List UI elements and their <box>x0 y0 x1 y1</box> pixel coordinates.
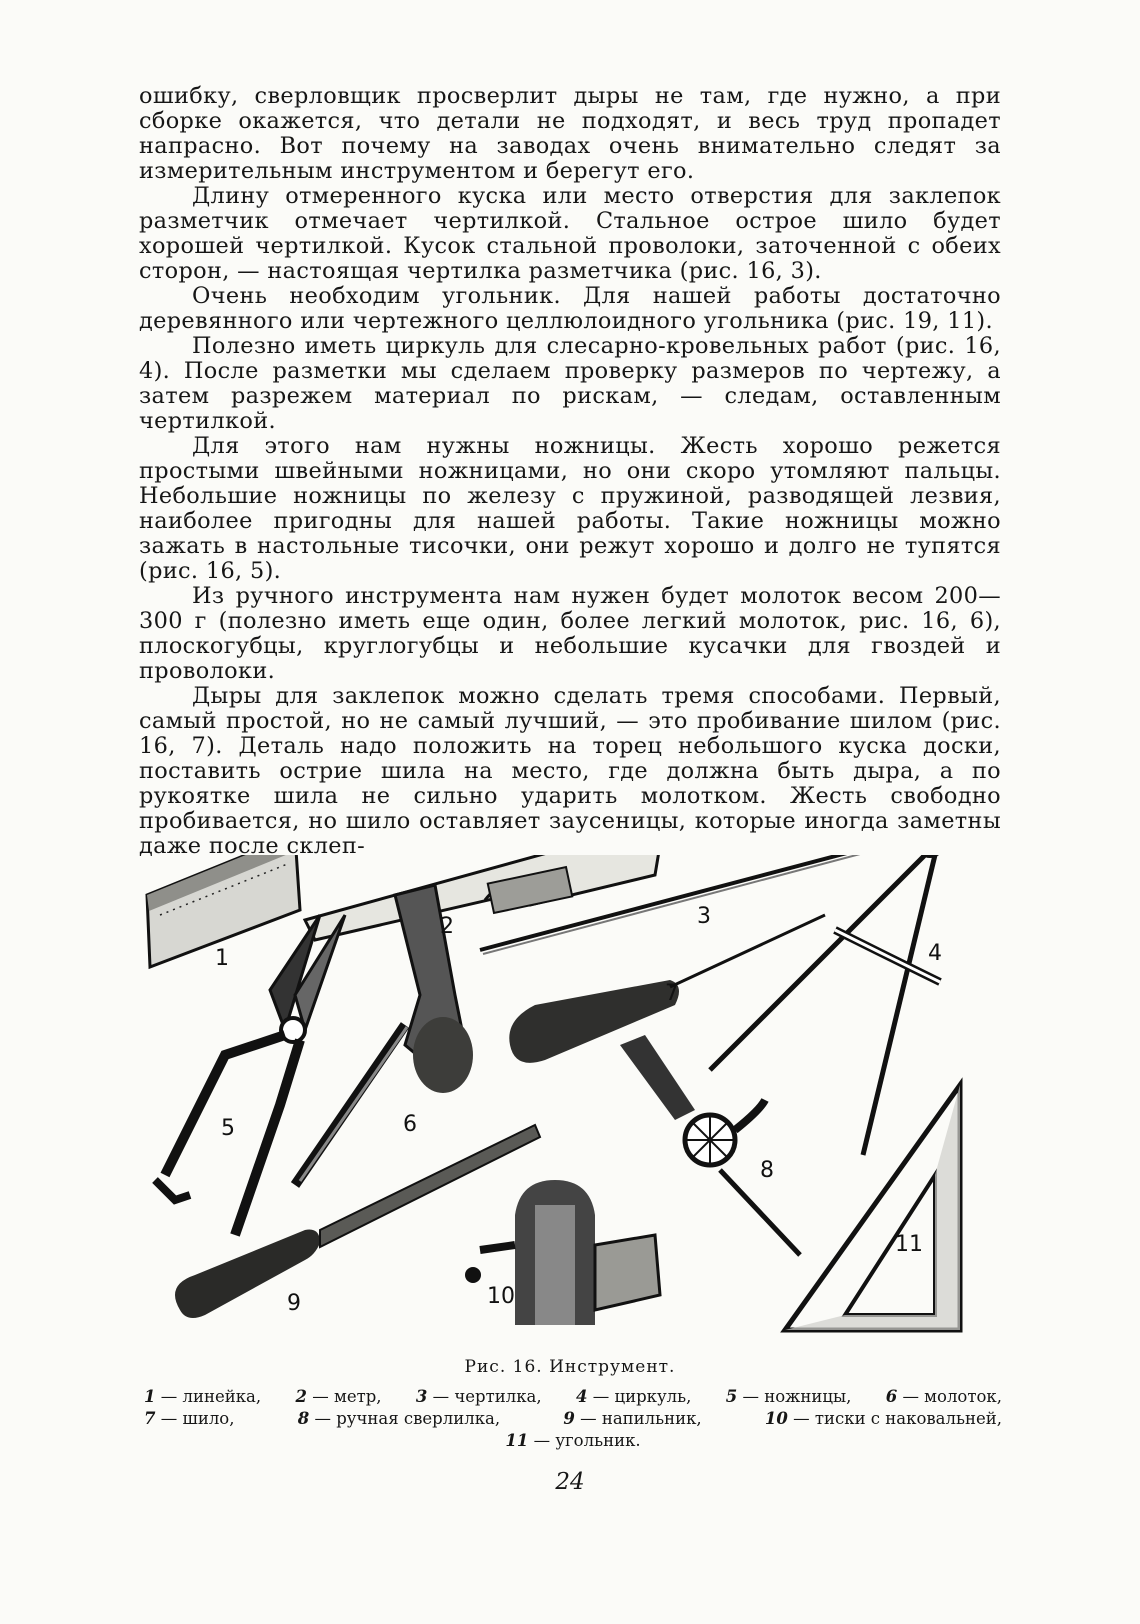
figure-label: 3 <box>697 904 711 929</box>
figure-caption <box>139 1357 1001 1377</box>
legend-item: 6 — молоток, <box>885 1387 1002 1406</box>
file-drawing <box>175 1125 540 1318</box>
figure-label: 8 <box>760 1158 774 1183</box>
legend-item: 7 — шило, <box>144 1409 235 1428</box>
legend-item: 9 — напильник, <box>563 1409 702 1428</box>
page-number: 24 <box>555 1469 585 1495</box>
figure-label: 4 <box>928 941 942 966</box>
legend-item: 8 — ручная сверлилка, <box>297 1409 501 1428</box>
tools-illustration <box>135 855 1015 1340</box>
legend-item: 2 — метр, <box>295 1387 382 1406</box>
legend-line <box>144 1386 1002 1408</box>
legend-item: 4 — циркуль, <box>575 1387 692 1406</box>
figure-label: 9 <box>287 1291 301 1316</box>
paragraph: Очень необходим угольник. Для нашей работы достаточно деревянного или чертежного целлюлоидного угольника (рис. 19, 11). <box>139 283 1001 334</box>
compass-drawing <box>710 855 943 1155</box>
figure-label: 6 <box>403 1112 417 1137</box>
folding-meter-drawing <box>305 855 660 940</box>
legend-item: 3 — чертилка, <box>415 1387 542 1406</box>
figure-legend <box>144 1386 1002 1452</box>
legend-item: 10 — тиски с наковальней, <box>764 1409 1002 1428</box>
paragraph: Длину отмеренного куска или место отверстия для заклепок разметчик отмечает чертилкой. Стальное острое шило будет хорошей чертилкой. Кусок стальной проволоки, заточенной с обеих сторон, — настоящая чертилка разметчика (рис. 16, 3). <box>139 183 1001 284</box>
paragraph: Полезно иметь циркуль для слесарно-кровельных работ (рис. 16, 4). После разметки мы сделаем проверку размеров по чертежу, а затем разрежем материал по рискам, — следам, оставленным чертилкой. <box>139 333 1001 434</box>
figure-label: 2 <box>440 914 454 939</box>
paragraph: Для этого нам нужны ножницы. Жесть хорошо режется простыми швейными ножницами, но они скоро утомляют пальцы. Небольшие ножницы по железу с пружиной, разводящей лезвия, наиболее пригодны для нашей работы. Такие ножницы можно зажать в настольные тисочки, они режут хорошо и долго не тупятся (рис. 16, 5). <box>139 433 1001 584</box>
legend-line <box>144 1408 1002 1430</box>
body-text <box>139 84 1001 859</box>
paragraph: Дыры для заклепок можно сделать тремя способами. Первый, самый простой, но не самый лучший, — это пробивание шилом (рис. 16, 7). Деталь надо положить на торец небольшого куска доски, поставить острие шила на место, где должна быть дыра, а по рукоятке шила не сильно ударить молотком. Жесть свободно пробивается, но шило оставляет заусеницы, которые иногда заметны даже после склеп- <box>139 683 1001 859</box>
legend-item: 11 — угольник. <box>505 1431 641 1450</box>
legend-item: 1 — линейка, <box>144 1387 262 1406</box>
figure-label: 11 <box>895 1232 923 1257</box>
paragraph: ошибку, сверловщик просверлит дыры не там, где нужно, а при сборке окажется, что детали не подходят, и весь труд пропадет напрасно. Вот почему на заводах очень внимательно следят за измерительным инструментом и берегут его. <box>139 83 1001 184</box>
caption-title: Рис. 16. Инструмент. <box>464 1357 676 1377</box>
figure-label: 5 <box>221 1116 235 1141</box>
figure-label: 1 <box>215 946 229 971</box>
legend-item: 5 — ножницы, <box>725 1387 852 1406</box>
figure-label: 10 <box>487 1284 515 1309</box>
shears-drawing <box>155 915 345 1235</box>
legend-line <box>144 1430 1002 1452</box>
paragraph: Из ручного инструмента нам нужен будет молоток весом 200—300 г (полезно иметь еще один, более легкий молоток, рис. 16, 6), плоскогубцы, круглогубцы и небольшие кусачки для гвоздей и проволоки. <box>139 583 1001 684</box>
figure-label: 7 <box>665 981 679 1006</box>
